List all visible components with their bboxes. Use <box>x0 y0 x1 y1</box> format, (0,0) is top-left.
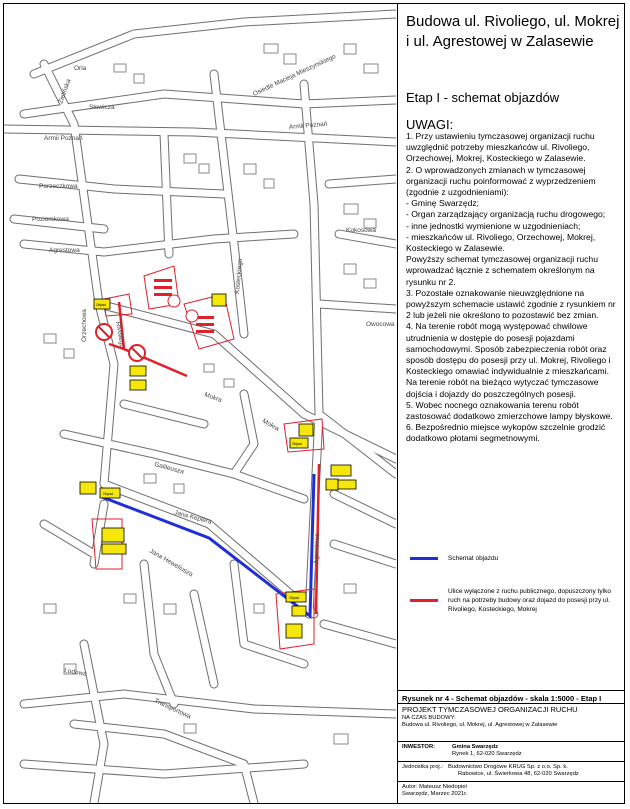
barrier-circle-1 <box>168 295 180 307</box>
detour-sign-13 <box>102 544 126 554</box>
label-heweliusza: Jana Heweliusza <box>148 547 195 579</box>
map-area <box>4 4 396 803</box>
detour-sign-7 <box>331 465 351 476</box>
investor-name: Gmina Swarzędz <box>452 744 499 750</box>
label-zielinska: Zielińska <box>57 78 73 105</box>
design-unit-name: Budownictwo Drogowe KRUG Sp. z o.o. Sp. k. <box>448 764 568 770</box>
sign-label-b: Objazd <box>292 442 303 446</box>
detour-sign-2 <box>212 294 226 306</box>
note-item: - Gminę Swarzędz; <box>406 198 480 209</box>
author: Autor: Mateusz Niedopiel <box>402 784 467 790</box>
label-agrestowa-2: Agrestowa <box>313 533 322 565</box>
label-mokra-2: Mokra <box>261 417 281 433</box>
divider <box>398 781 624 782</box>
label-lodowa: Lodowa <box>63 667 88 678</box>
legend-closed-swatch <box>410 599 438 602</box>
note-item: - inne jednostki wymienione w uzgodnieniach; <box>406 220 581 231</box>
divider <box>398 741 624 742</box>
detour-sign-10 <box>80 482 96 494</box>
note-item: 5. Wobec nocnego oznakowania terenu robót zastosować dodatkowo zmierzchowe lampy błyskowe. <box>406 399 613 422</box>
stage-subtitle: Etap I - schemat objazdów <box>406 90 560 105</box>
note-item: 2. O wprowadzonych zmianach w tymczasowej organizacji ruchu poinformować z wyprzedzeniem (zgodnie z uzgodnieniami): <box>406 164 596 198</box>
barrier-circle-2 <box>186 310 198 322</box>
investor-address: Rynek 1, 62-020 Swarzędz <box>452 751 522 757</box>
label-rivoliego: Rivoliego <box>114 321 126 349</box>
detour-sign-5 <box>299 424 313 436</box>
label-porzeczkowa: Porzeczkowa <box>39 183 78 190</box>
detour-sign-3 <box>130 366 146 376</box>
note-item: - Organ zarządzający organizacją ruchu drogowego; <box>406 209 606 220</box>
project-title: PROJEKT TYMCZASOWEJ ORGANIZACJI RUCHU <box>402 705 578 714</box>
title-block <box>398 690 624 804</box>
legend-closed-label: Ulice wyłączone z ruchu publicznego, dopuszczony tylko ruch na potrzeby budowy oraz dojazd do posesji przy ul. Rivoliego, Kosteckiego, Mokrej <box>448 588 611 613</box>
note-item: - mieszkańców ul. Rivoliego, Orzechowej, Mokrej, Kosteckiego w Zalasewie. <box>406 231 596 254</box>
label-mieszki: Osiedle Macieja Mieszynskiego <box>251 53 338 98</box>
note-item: 6. Bezpośrednio miejsce wykopów szczelnie grodzić dodatkowo płotami segmetnowymi. <box>406 422 606 444</box>
label-armii-poznan-left: Armii Poznań <box>44 135 83 142</box>
investor-label: INWESTOR: <box>402 744 436 750</box>
sign-label-a: Objazd <box>96 303 107 307</box>
label-owocowa: Owocowa <box>366 321 395 328</box>
detour-sign-8 <box>326 479 338 490</box>
no-entry-sign-2 <box>129 345 145 361</box>
label-galileusza: Galileusza <box>153 461 185 476</box>
label-orzechowa: Orzechowa <box>81 309 88 342</box>
project-scope: Budowa ul. Rivoliego, ul. Mokrej, ul. Agrestowej w Zalasewie <box>402 722 558 728</box>
label-poziomkowa: Poziomkowa <box>32 216 69 223</box>
note-item: Powyższy schemat tymczasowej organizacji ruchu wprowadzać łącznie z schematem określonym na rysunku nr 2. <box>406 254 598 287</box>
notes-list <box>406 131 620 445</box>
label-armii-poznan-right: Armii Poznań <box>288 120 328 131</box>
sign-label-c: Objazd <box>103 492 114 496</box>
divider <box>398 703 624 704</box>
detour-sign-9 <box>338 480 356 489</box>
detour-sign-16 <box>286 624 302 638</box>
legend-detour-label: Schemat objazdu <box>448 555 499 562</box>
note-item: 1. Przy ustawieniu tymczasowej organizacji ruchu uwzględnić potrzeby mieszkańców ul. Rivoliego, Orzechowej, Mokrej, Kosteckiego w Zalasewie. <box>406 131 595 164</box>
label-keplera: Jana Keplera <box>173 509 213 526</box>
label-transportowa: Transportowa <box>153 697 192 721</box>
label-orla: Orla <box>74 65 87 72</box>
label-kosteckiego: Kosteckiego <box>234 258 245 295</box>
sign-label-d: Objazd <box>289 596 300 600</box>
label-kokosowa: Kokosowa <box>346 227 376 234</box>
detour-sign-12 <box>102 528 124 542</box>
label-agrestowa: Agrestowa <box>49 247 80 254</box>
no-entry-sign-1 <box>96 324 112 340</box>
divider <box>398 761 624 762</box>
design-unit-address: Rabowice, ul. Świerkowa 48, 62-020 Swarzędz <box>458 771 579 777</box>
legend-detour-swatch <box>410 557 438 560</box>
info-panel <box>397 4 624 803</box>
drawing-number: Rysunek nr 4 - Schemat objazdów - skala 1:5000 - Etap I <box>402 694 602 703</box>
note-item: 4. Na terenie robót mogą występować chwilowe utrudnienia w dostępie do posesji pojazdami samochodowymi. Sposób zabezpieczenia robót oraz sposób dostępu do posesji przy ul. Mokrej, Rivoliego i Kosteckiego omawiać indywidualnie z mieszkańcami. Na terenie robót na bieżąco wytyczać tymczasowe dojścia i dojazdy do poszczególnych posesji. <box>406 321 611 399</box>
street-map <box>4 4 396 803</box>
detour-sign-4 <box>130 380 146 390</box>
project-period: NA CZAS BUDOWY: <box>402 715 456 721</box>
label-mokra: Mokra <box>203 391 223 405</box>
label-slowicza: Słowicza <box>89 104 115 111</box>
place-date: Swarzędz, Marzec 2021r. <box>402 791 468 797</box>
detour-sign-15 <box>292 606 306 616</box>
drawing-title: Budowa ul. Rivoliego, ul. Mokrej i ul. Agrestowej w Zalasewie <box>406 13 620 50</box>
note-item: 3. Pozostałe oznakowanie nieuwzględnione na powyższym schemacie ustawić zgodnie z rysunkiem nr 2 lub jeżeli nie określono to pozostawić bez zmian. <box>406 287 616 321</box>
design-unit-label: Jednostka proj.: <box>402 764 443 770</box>
notes-heading: UWAGI: <box>406 117 454 132</box>
